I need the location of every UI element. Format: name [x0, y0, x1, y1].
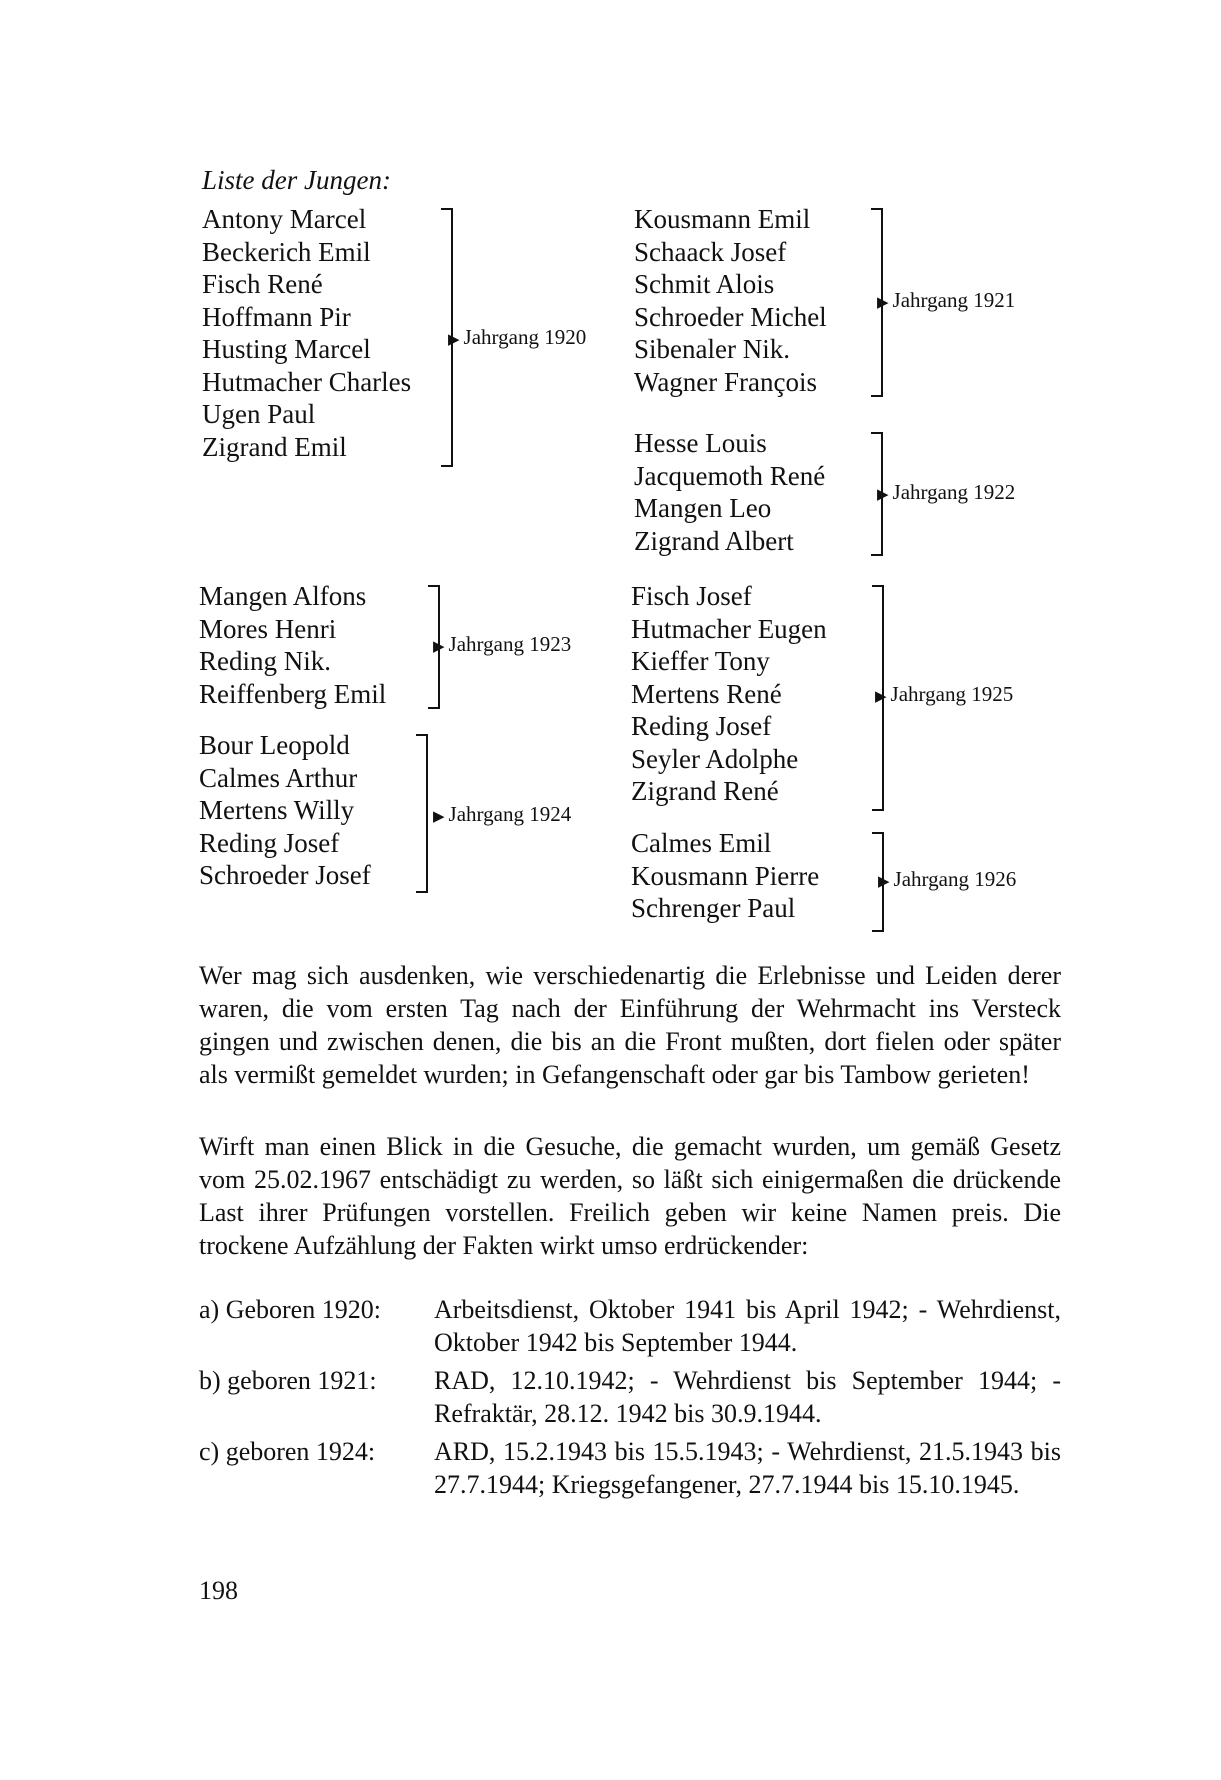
name-list-1926: [631, 827, 819, 925]
name-entry: Husting Marcel: [202, 334, 371, 364]
name-list-1923: [199, 580, 386, 710]
name-entry: Schaack Josef: [634, 236, 787, 267]
name-entry: Hesse Louis: [634, 428, 767, 458]
fact-item-a: [199, 1293, 1061, 1363]
bracket-1924: [416, 734, 428, 893]
name-entry: Jacquemoth René: [634, 460, 826, 491]
name-entry: Bour Leopold: [199, 730, 350, 760]
name-list-1925: [631, 580, 827, 808]
year-label-1922: ▶ Jahrgang 1922: [877, 480, 1016, 504]
name-entry: Fisch Josef: [631, 581, 752, 611]
name-entry: Wagner François: [634, 366, 818, 397]
year-label-1924: ▶ Jahrgang 1924: [433, 802, 572, 826]
name-entry: Kieffer Tony: [631, 646, 770, 676]
arrow-right-icon: ▶: [448, 332, 460, 348]
fact-item-c: [199, 1435, 1061, 1540]
list-heading: Liste der Jungen:: [202, 165, 391, 195]
name-entry: Calmes Emil: [631, 828, 772, 858]
name-entry: Hutmacher Eugen: [631, 613, 827, 644]
fact-label: a) Geboren 1920:: [199, 1295, 381, 1324]
name-entry: Ugen Paul: [202, 399, 316, 429]
name-entry: Sibenaler Nik.: [634, 334, 790, 364]
name-entry: Reding Josef: [199, 827, 340, 858]
name-list-1924: [199, 729, 371, 892]
name-entry: Antony Marcel: [202, 204, 367, 234]
paragraph-1: Wer mag sich ausdenken, wie verschiedenartig die Erlebnisse und Leiden derer waren, die vom ersten Tag nach der Einführung der Wehrmacht ins Versteck gingen und zwischen denen, die bis an die Front mußten, dort fielen oder später als vermißt gemeldet wurden; in Gefangenschaft oder gar bis Tambow gerieten!: [199, 961, 1061, 1089]
name-entry: Reding Nik.: [199, 646, 331, 676]
year-label-1923: ▶ Jahrgang 1923: [433, 632, 572, 656]
fact-label: c) geboren 1924:: [199, 1437, 376, 1466]
name-entry: Kousmann Emil: [634, 204, 811, 234]
paragraph-2: Wirft man einen Blick in die Gesuche, die gemacht wurden, um gemäß Gesetz vom 25.02.1967 entschädigt zu werden, so läßt sich einigermaßen die drückende Last ihrer Prüfungen vorstellen. Freilich geben wir keine Namen preis. Die trockene Aufzählung der Fakten wirkt umso erdrückender:: [199, 1132, 1061, 1260]
name-entry: Reding Josef: [631, 711, 772, 741]
fact-text: Arbeitsdienst, Oktober 1941 bis April 1942; - Wehrdienst, Oktober 1942 bis September 1944.: [434, 1295, 1061, 1357]
name-entry: Mangen Alfons: [199, 581, 367, 611]
fact-text: ARD, 15.2.1943 bis 15.5.1943; - Wehrdienst, 21.5.1943 bis 27.7.1944; Kriegsgefangener, 27.7.1944 bis 15.10.1945.: [434, 1437, 1061, 1499]
year-label-1926: ▶ Jahrgang 1926: [878, 867, 1017, 891]
fact-label: b) geboren 1921:: [199, 1366, 377, 1395]
arrow-right-icon: ▶: [877, 295, 889, 311]
year-label-1925: ▶ Jahrgang 1925: [875, 682, 1014, 706]
name-list-1921: [634, 203, 827, 398]
name-entry: Reiffenberg Emil: [199, 678, 387, 709]
arrow-right-icon: ▶: [875, 689, 887, 705]
name-entry: Fisch René: [202, 269, 323, 299]
name-entry: Schroeder Michel: [634, 301, 827, 332]
arrow-right-icon: ▶: [433, 809, 445, 825]
name-entry: Zigrand René: [631, 776, 779, 806]
name-entry: Hutmacher Charles: [202, 366, 412, 397]
name-entry: Hoffmann Pir: [202, 301, 351, 332]
arrow-right-icon: ▶: [877, 487, 889, 503]
name-entry: Schroeder Josef: [199, 860, 371, 890]
name-entry: Schmit Alois: [634, 269, 775, 299]
arrow-right-icon: ▶: [433, 639, 445, 655]
name-list-1922: [634, 427, 825, 557]
arrow-right-icon: ▶: [878, 874, 890, 890]
name-entry: Beckerich Emil: [202, 236, 371, 267]
name-list-1920: [202, 203, 411, 463]
name-entry: Schrenger Paul: [631, 893, 796, 923]
name-entry: Calmes Arthur: [199, 762, 358, 793]
name-entry: Mertens Willy: [199, 795, 355, 825]
name-entry: Mertens René: [631, 678, 782, 709]
name-entry: Kousmann Pierre: [631, 860, 820, 891]
fact-item-b: [199, 1364, 1061, 1434]
name-entry: Zigrand Emil: [202, 431, 347, 462]
name-entry: Mores Henri: [199, 613, 337, 644]
name-entry: Seyler Adolphe: [631, 743, 799, 774]
year-label-1920: ▶ Jahrgang 1920: [448, 325, 587, 349]
page-number: 198: [199, 1576, 238, 1605]
name-entry: Zigrand Albert: [634, 525, 794, 556]
fact-text: RAD, 12.10.1942; - Wehrdienst bis September 1944; - Refraktär, 28.12. 1942 bis 30.9.1944.: [434, 1366, 1061, 1428]
year-label-1921: ▶ Jahrgang 1921: [877, 288, 1016, 312]
name-entry: Mangen Leo: [634, 493, 772, 523]
